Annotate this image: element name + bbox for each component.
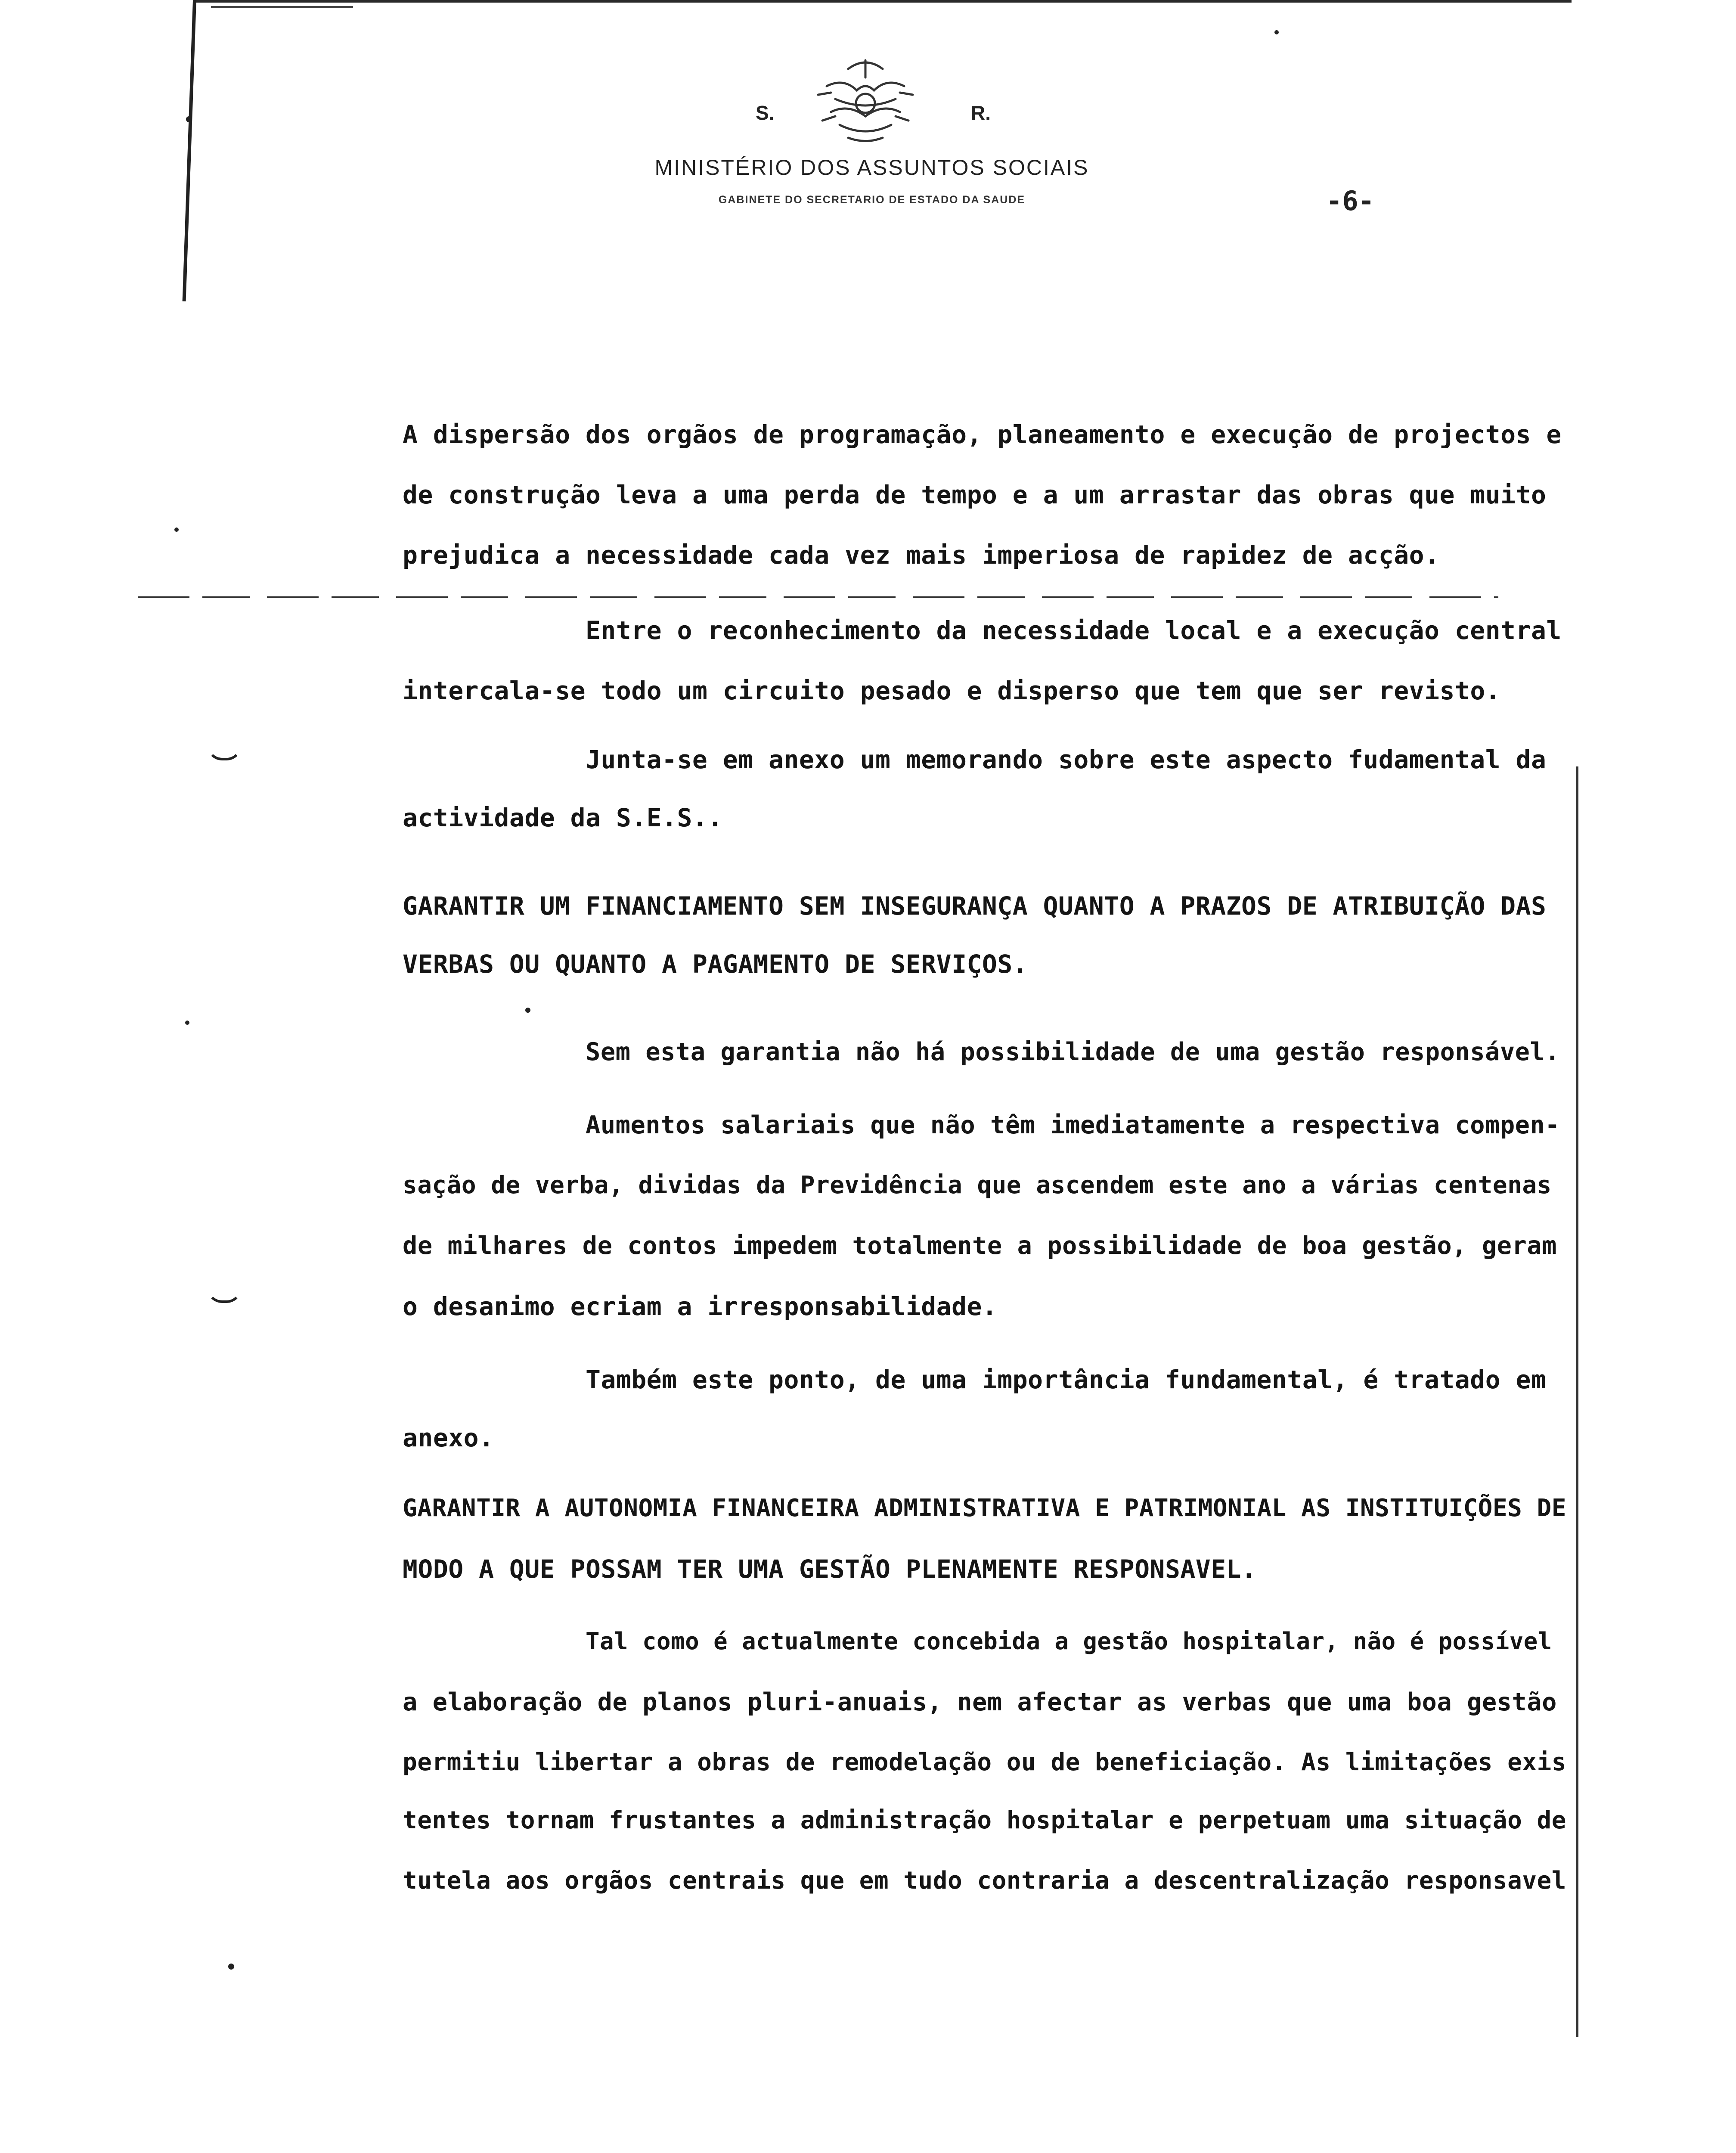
scan-speck [1274,30,1279,34]
text-line: o desanimo ecriam a irresponsabilidade. [403,1292,998,1321]
text-line: permitiu libertar a obras de remodelação ou de beneficiação. As limitações exis [403,1748,1566,1776]
text-line: prejudica a necessidade cada vez mais imperiosa de rapidez de acção. [403,540,1440,570]
section-heading-line: MODO A QUE POSSAM TER UMA GESTÃO PLENAMENTE RESPONSAVEL. [403,1554,1257,1584]
scan-horizontal-artifact [138,596,1498,598]
office-subtitle: GABINETE DO SECRETARIO DE ESTADO DA SAUDE [718,194,1026,206]
scan-speck [174,527,179,532]
letterhead-left-initial: S. [756,102,775,124]
scan-artifact-arc [207,745,242,760]
text-line: Tal como é actualmente concebida a gestão hospitalar, não é possível [586,1628,1552,1655]
text-line: tentes tornam frustantes a administração hospitalar e perpetuam uma situação de [403,1806,1566,1834]
text-line: tutela aos orgãos centrais que em tudo contraria a descentralização responsavel [403,1867,1566,1895]
text-line: Aumentos salariais que não têm imediatamente a respectiva compen- [586,1111,1560,1139]
text-line: Junta-se em anexo um memorando sobre este aspecto fudamental da [586,745,1547,774]
scan-artifact-arc [207,1287,242,1303]
text-line: sação de verba, dividas da Previdência que ascendem este ano a várias centenas [403,1171,1552,1199]
scan-right-edge-line [1576,766,1578,2037]
text-line: Também este ponto, de uma importância fundamental, é tratado em [586,1365,1547,1394]
page-number: -6- [1326,185,1374,217]
text-line: de milhares de contos impedem totalmente a possibilidade de boa gestão, geram [403,1232,1557,1260]
text-line: Sem esta garantia não há possibilidade de uma gestão responsável. [586,1038,1560,1066]
text-line: Entre o reconhecimento da necessidade local e a execução central [586,616,1562,645]
scan-speck [185,1021,189,1025]
scan-left-margin-line [183,0,196,301]
text-line: actividade da S.E.S.. [403,803,723,832]
scan-top-rule [194,0,1572,3]
section-heading-line: VERBAS OU QUANTO A PAGAMENTO DE SERVIÇOS. [403,949,1028,979]
scan-top-mark [211,6,353,8]
text-line: anexo. [403,1423,494,1452]
scan-speck [525,1008,530,1013]
section-heading-line: GARANTIR A AUTONOMIA FINANCEIRA ADMINISTRATIVA E PATRIMONIAL AS INSTITUIÇÕES DE [403,1494,1566,1522]
scan-speck [228,1964,234,1970]
text-line: de construção leva a uma perda de tempo e a um arrastar das obras que muito [403,480,1547,509]
text-line: intercala-se todo um circuito pesado e disperso que tem que ser revisto. [403,676,1501,705]
text-line: A dispersão dos orgãos de programação, planeamento e execução de projectos e [403,420,1562,449]
ministry-title: MINISTÉRIO DOS ASSUNTOS SOCIAIS [654,155,1089,180]
coat-of-arms-emblem [801,52,930,151]
letterhead-right-initial: R. [971,102,991,124]
scan-speck [186,116,192,122]
section-heading-line: GARANTIR UM FINANCIAMENTO SEM INSEGURANÇA QUANTO A PRAZOS DE ATRIBUIÇÃO DAS [403,891,1547,921]
text-line: a elaboração de planos pluri-anuais, nem afectar as verbas que uma boa gestão [403,1688,1557,1716]
